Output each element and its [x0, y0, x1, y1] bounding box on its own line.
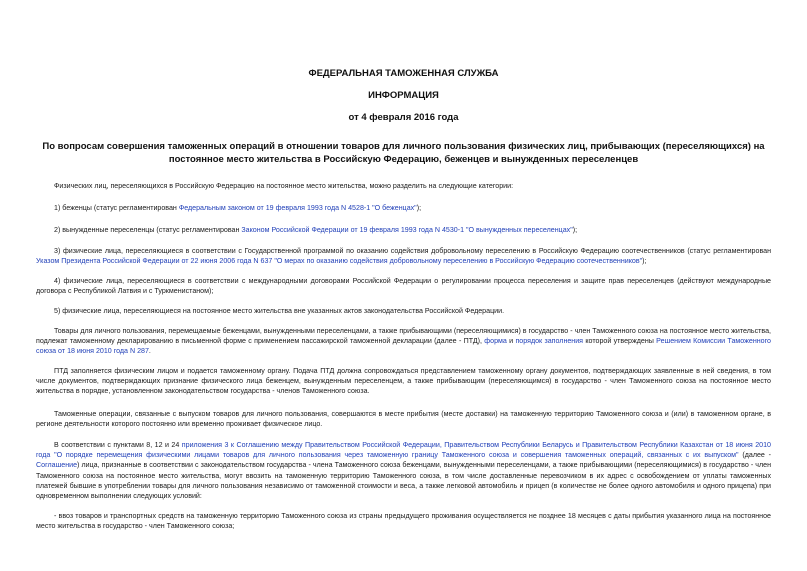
paragraph-text: ) лица, признанные в соответствии с законодательством государства - члена Таможенного союза беженцами, вынужденными переселенцами, а также прибывающими (переселяющимися) в государство - член Таможенного союза на постоянное место жительства, могут ввозить на таможенную территорию Таможенного союза, в том числе доставленные перевозчиком в их адрес с освобождением от уплаты таможенных платежей бывшие в употреблении товары для личного пользования независимо от таможенной стоимости и веса, а также легковой автомобиль и прицеп (в количестве не более одного автомобиля и одного прицепа) при одновременном выполнении следующих условий:	[36, 461, 771, 501]
law-displaced-link[interactable]: Законом Российской Федерации от 19 февраля 1993 года N 4530-1 "О вынужденных переселенцах"	[241, 226, 573, 234]
list-item-displaced	[36, 225, 771, 235]
paragraph-text: и	[506, 337, 516, 346]
presidential-decree-link[interactable]: Указом Президента Российской Федерации от 22 июня 2006 года N 637 "О мерах по оказанию содействия добровольному переселению в Российскую Федерацию соотечественников"	[36, 257, 643, 266]
item-text: );	[416, 204, 422, 212]
list-item-international: 4) физические лица, переселяющиеся в соответствии с международными договорами Российской Федерации о регулировании процесса переселения и защите прав переселенцев (действуют международные договора с Республикой Латвия и с Туркменистаном);	[36, 277, 771, 296]
document-title: По вопросам совершения таможенных операций в отношении товаров для личного пользования физических лиц, прибывающих (переселяющихся) на постоянное место жительства в Российскую Федерацию, беженцев и вынужденных переселенцев	[42, 141, 765, 165]
form-link[interactable]: форма	[484, 337, 507, 346]
paragraph-import-condition: - ввоз товаров и транспортных средств на таможенную территорию Таможенного союза из страны предыдущего проживания осуществляется не позднее 18 месяцев с даты прибытия указанного лица на постоянное место жительства в государство - член Таможенного союза;	[36, 512, 771, 531]
agency-heading: ФЕДЕРАЛЬНАЯ ТАМОЖЕННАЯ СЛУЖБА	[308, 68, 499, 79]
paragraph-text: (далее -	[738, 451, 771, 460]
list-item-compatriots	[36, 246, 771, 266]
paragraph-text: .	[148, 347, 151, 356]
intro-paragraph: Физических лиц, переселяющихся в Российскую Федерацию на постоянное место жительства, можно разделить на следующие категории:	[54, 182, 514, 190]
item-text: );	[642, 257, 647, 266]
law-refugees-link[interactable]: Федеральным законом от 19 февраля 1993 года N 4528-1 "О беженцах"	[178, 204, 417, 212]
document-type-heading: ИНФОРМАЦИЯ	[368, 90, 439, 101]
agreement-short-link[interactable]: Соглашение	[36, 461, 78, 470]
paragraph-text: В соответствии с пунктами 8, 12 и 24	[54, 441, 182, 449]
filling-order-link[interactable]: порядок заполнения	[515, 337, 584, 346]
paragraph-text: Товары для личного пользования, перемещаемые беженцами, вынужденными переселенцами, а также прибывающими (переселяющимися) в государство - член Таможенного союза на постоянное место жительства, подлежат таможенному декларированию в письменной форме с применением пассажирской таможенной декларации (далее - ПТД),	[36, 327, 771, 346]
item-text: 1) беженцы (статус регламентирован	[54, 204, 179, 212]
agreement-appendix-link[interactable]: приложения 3 к Соглашению между Правительством Российской Федерации, Правительством Республики Беларусь и Правительством Республики Казахстан от 18 июня 2010 года "О порядке перемещения физическими лицами товаров для личного пользования через таможенную границу Таможенного союза и совершения таможенных операций, связанных с их выпуском"	[36, 441, 771, 460]
commission-decision-link[interactable]: Решением Комиссии Таможенного союза от 18 июня 2010 года N 287	[36, 337, 771, 356]
paragraph-text: которой утверждены	[583, 337, 657, 346]
item-text: 3) физические лица, переселяющиеся в соответствии с Государственной программой по оказанию содействия добровольному переселению в Российскую Федерацию соотечественников (статус регламентирован	[54, 247, 771, 255]
item-text: 2) вынужденные переселенцы (статус регламентирован	[54, 226, 242, 234]
paragraph-ptd-filing: ПТД заполняется физическим лицом и подается таможенному органу. Подача ПТД должна сопровождаться представлением таможенному органу документов, подтверждающих заявленные в ней сведения, в том числе документов, подтверждающих признание физического лица беженцем, вынужденным переселенцем, а также прибывающим (переселяющимся) в государство - член Таможенного союза на постоянное место жительства в порядке, установленном законодательством государства - членов Таможенного союза.	[36, 367, 771, 396]
paragraph-customs-operations: Таможенные операции, связанные с выпуском товаров для личного пользования, совершаются в месте прибытия (месте доставки) на таможенную территорию Таможенного союза и (или) в таможенном органе, в регионе деятельности которого постоянно или временно проживает физическое лицо.	[36, 410, 771, 429]
document-date: от 4 февраля 2016 года	[348, 112, 459, 123]
paragraph-declaration	[36, 326, 771, 357]
list-item-refugees	[36, 203, 771, 213]
paragraph-agreement	[36, 440, 771, 501]
item-text: );	[572, 226, 578, 234]
list-item-other: 5) физические лица, переселяющиеся на постоянное место жительства вне указанных актов законодательства Российской Федерации.	[54, 307, 505, 315]
